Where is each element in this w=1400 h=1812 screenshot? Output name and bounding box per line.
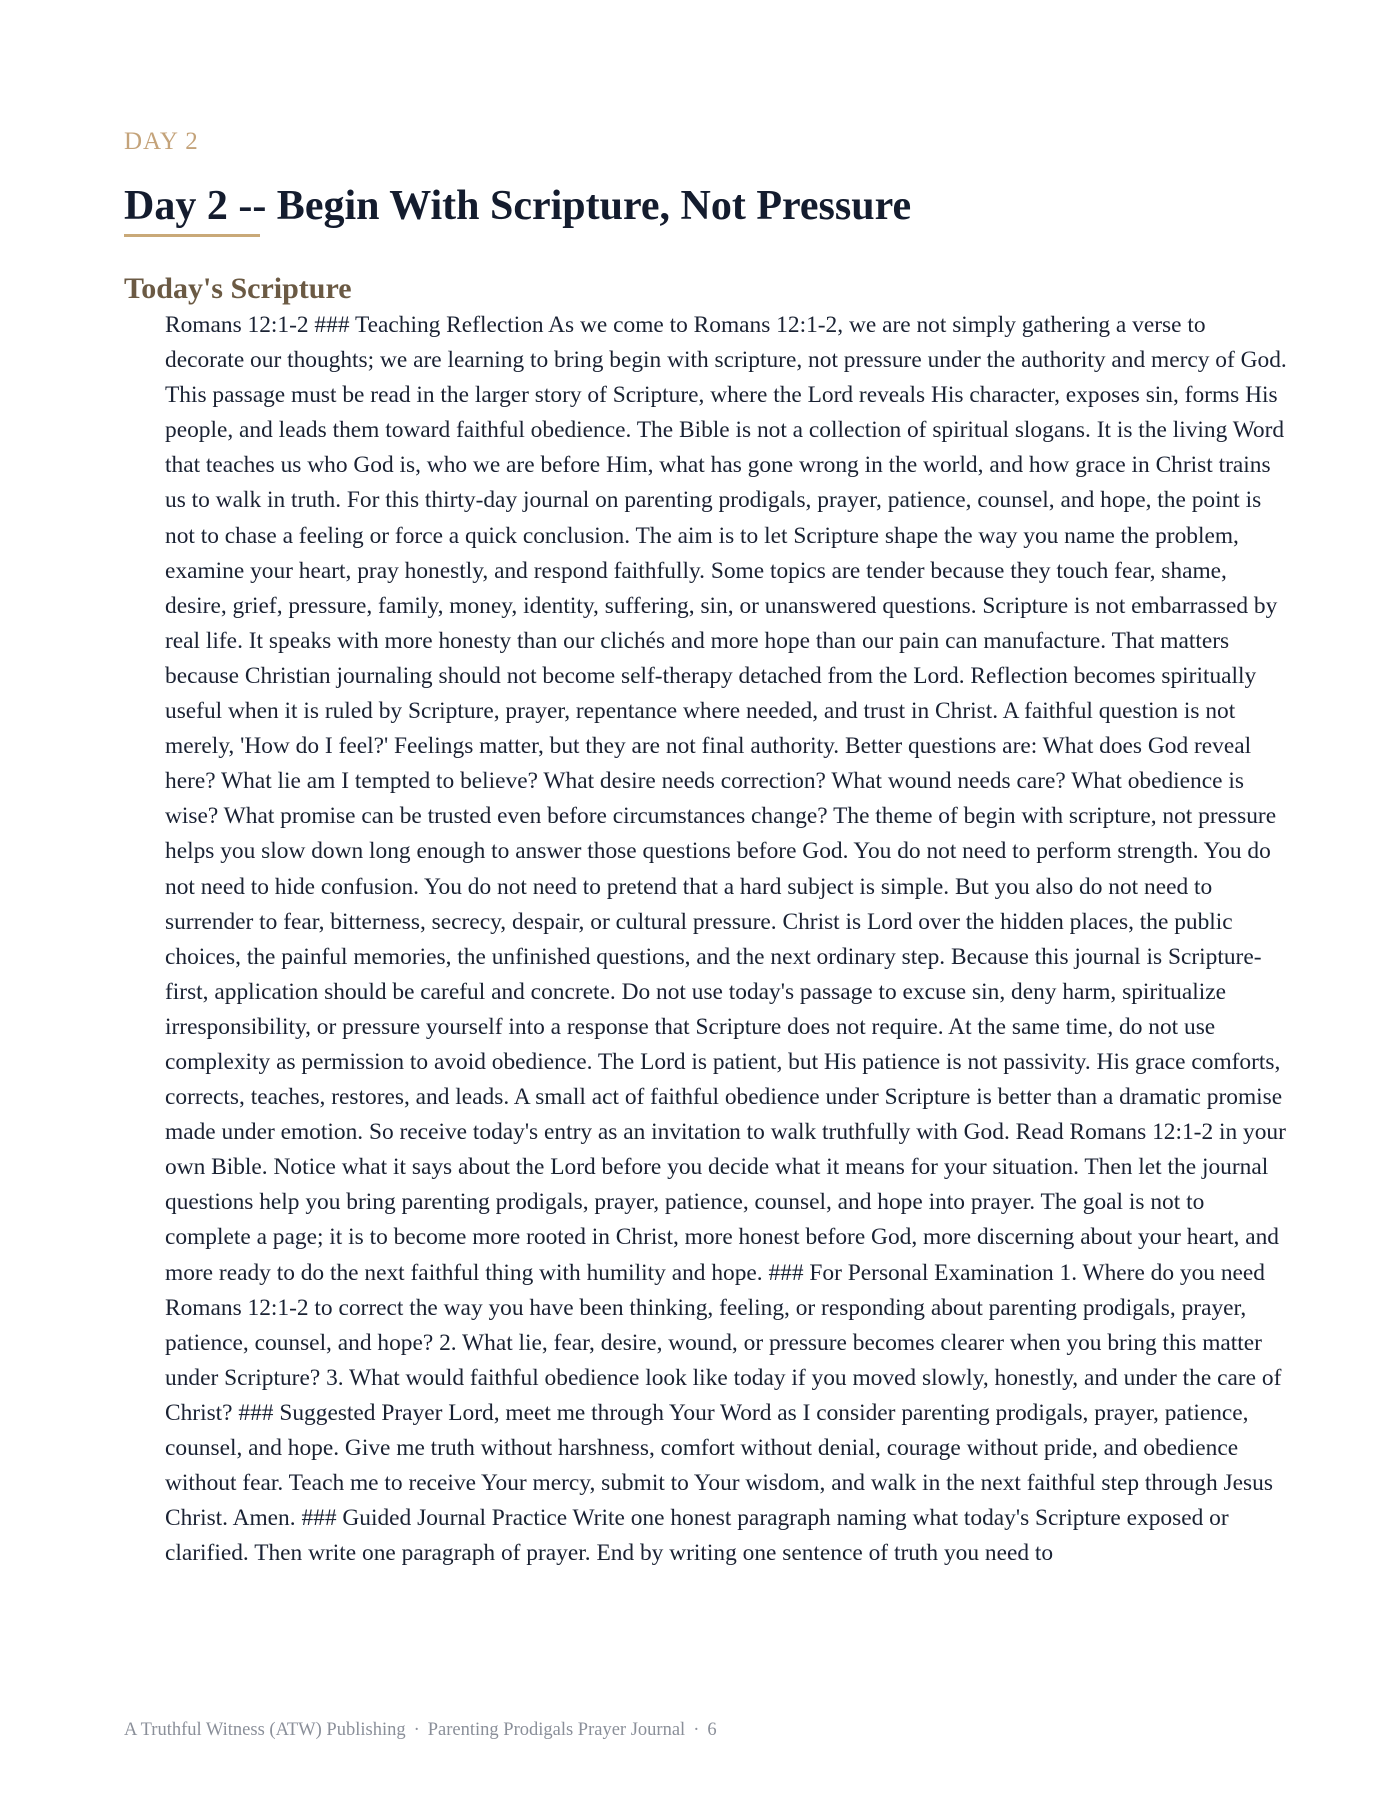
title-underline bbox=[124, 234, 260, 237]
page-title: Day 2 -- Begin With Scripture, Not Pressure bbox=[124, 183, 912, 229]
footer-separator: · bbox=[413, 1720, 420, 1740]
footer-separator-2: · bbox=[693, 1720, 700, 1740]
footer-page-number: 6 bbox=[707, 1720, 717, 1740]
footer-publisher: A Truthful Witness (ATW) Publishing bbox=[124, 1720, 406, 1740]
section-heading: Today's Scripture bbox=[124, 272, 352, 305]
day-label: DAY 2 bbox=[124, 128, 199, 155]
footer-journal-title: Parenting Prodigals Prayer Journal bbox=[427, 1720, 686, 1740]
body-text: Romans 12:1-2 ### Teaching Reflection As we come to Romans 12:1-2, we are not simply gathering a verse to decorate our thoughts; we are learning to bring begin with scripture, not pressure under the authority and mercy of God. This passage must be read in the larger story of Scripture, where the Lord reveals His character, exposes sin, forms His people, and leads them toward faithful obedience. The Bible is not a collection of spiritual slogans. It is the living Word that teaches us who God is, who we are before Him, what has gone wrong in the world, and how grace in Christ trains us to walk in truth. For this thirty-day journal on parenting prodigals, prayer, patience, counsel, and hope, the point is not to chase a feeling or force a quick conclusion. The aim is to let Scripture shape the way you name the problem, examine your heart, pray honestly, and respond faithfully. Some topics are tender because they touch fear, shame, desire, grief, pressure, family, money, identity, suffering, sin, or unanswered questions. Scripture is not embarrassed by real life. It speaks with more honesty than our clichés and more hope than our pain can manufacture. That matters because Christian journaling should not become self-therapy detached from the Lord. Reflection becomes spiritually useful when it is ruled by Scripture, prayer, repentance where needed, and trust in Christ. A faithful question is not merely, 'How do I feel?' Feelings matter, but they are not final authority. Better questions are: What does God reveal here? What lie am I tempted to believe? What desire needs correction? What wound needs care? What obedience is wise? What promise can be trusted even before circumstances change? The theme of begin with scripture, not pressure helps you slow down long enough to answer those questions before God. You do not need to perform strength. You do not need to hide confusion. You do not need to pretend that a hard subject is simple. But you also do not need to surrender to fear, bitterness, secrecy, despair, or cultural pressure. Christ is Lord over the hidden places, the public choices, the painful memories, the unfinished questions, and the next ordinary step. Because this journal is Scripture-first, application should be careful and concrete. Do not use today's passage to excuse sin, deny harm, spiritualize irresponsibility, or pressure yourself into a response that Scripture does not require. At the same time, do not use complexity as permission to avoid obedience. The Lord is patient, but His patience is not passivity. His grace comforts, corrects, teaches, restores, and leads. A small act of faithful obedience under Scripture is better than a dramatic promise made under emotion. So receive today's entry as an invitation to walk truthfully with God. Read Romans 12:1-2 in your own Bible. Notice what it says about the Lord before you decide what it means for your situation. Then let the journal questions help you bring parenting prodigals, prayer, patience, counsel, and hope into prayer. The goal is not to complete a page; it is to become more rooted in Christ, more honest before God, more discerning about your heart, and more ready to do the next faithful thing with humility and hope. ### For Personal Examination 1. Where do you need Romans 12:1-2 to correct the way you have been thinking, feeling, or responding about parenting prodigals, prayer, patience, counsel, and hope? 2. What lie, fear, desire, wound, or pressure becomes clearer when you bring this matter under Scripture? 3. What would faithful obedience look like today if you moved slowly, honestly, and under the care of Christ? ### Suggested Prayer Lord, meet me through Your Word as I consider parenting prodigals, prayer, patience, counsel, and hope. Give me truth without harshness, comfort without denial, courage without pride, and obedience without fear. Teach me to receive Your mercy, submit to Your wisdom, and walk in the next faithful step through Jesus Christ. Amen. ### Guided Journal Practice Write one honest paragraph naming what today's Scripture exposed or clarified. Then write one paragraph of prayer. End by writing one sentence of truth you need to bbox=[165, 312, 1287, 1567]
page-footer bbox=[124, 1720, 717, 1741]
